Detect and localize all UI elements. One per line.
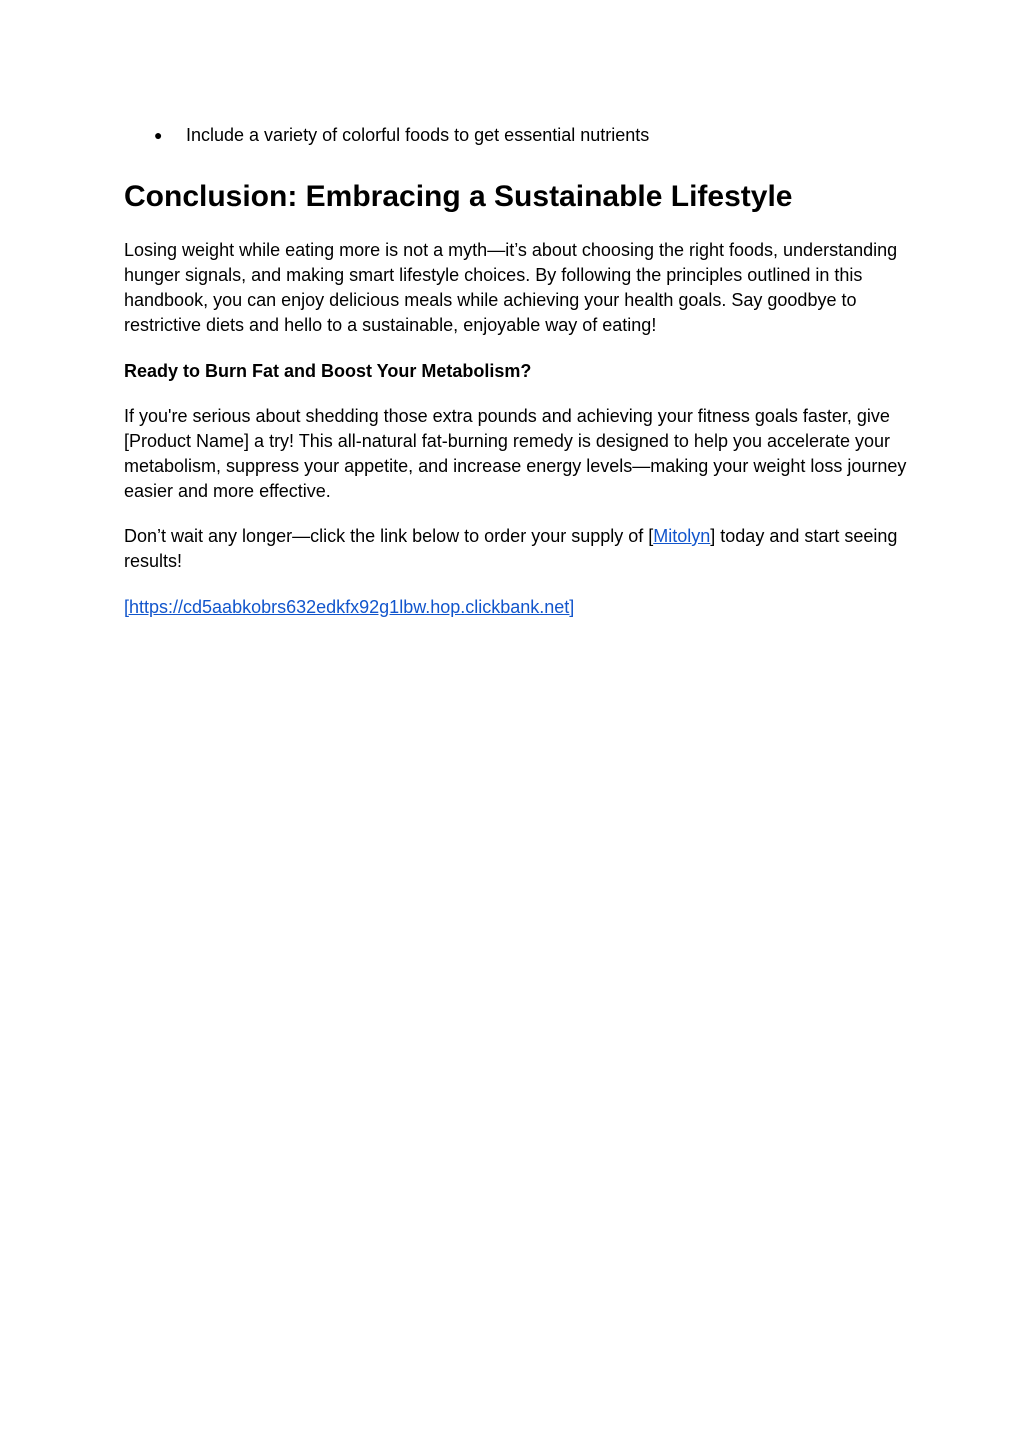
- product-link[interactable]: Mitolyn: [653, 526, 711, 546]
- order-url-link[interactable]: [https://cd5aabkobrs632edkfx92g1lbw.hop.clickbank.net]: [124, 597, 575, 617]
- order-paragraph: [124, 524, 914, 574]
- order-text-before: Don’t wait any longer—click the link below to order your supply of [: [124, 526, 654, 546]
- conclusion-paragraph: Losing weight while eating more is not a myth—it’s about choosing the right foods, understanding hunger signals, and making smart lifestyle choices. By following the principles outlined in this handbook, you can enjoy delicious meals while achieving your health goals. Say goodbye to restrictive diets and hello to a sustainable, enjoyable way of eating!: [124, 240, 898, 335]
- section-heading: Conclusion: Embracing a Sustainable Lifestyle: [124, 180, 793, 213]
- order-text-after: ] today and start seeing results!: [124, 526, 898, 571]
- list-item-text: Include a variety of colorful foods to get essential nutrients: [186, 125, 650, 145]
- cta-paragraph: If you're serious about shedding those extra pounds and achieving your fitness goals faster, give [Product Name] a try! This all-natural fat-burning remedy is designed to help you accelerate your metabolism, suppress your appetite, and increase energy levels—making your weight loss journey easier and more effective.: [124, 406, 907, 501]
- url-paragraph: [124, 595, 574, 620]
- list-item: [154, 124, 649, 146]
- bullet-icon: ●: [154, 127, 163, 143]
- cta-subheading: Ready to Burn Fat and Boost Your Metabolism?: [124, 361, 532, 381]
